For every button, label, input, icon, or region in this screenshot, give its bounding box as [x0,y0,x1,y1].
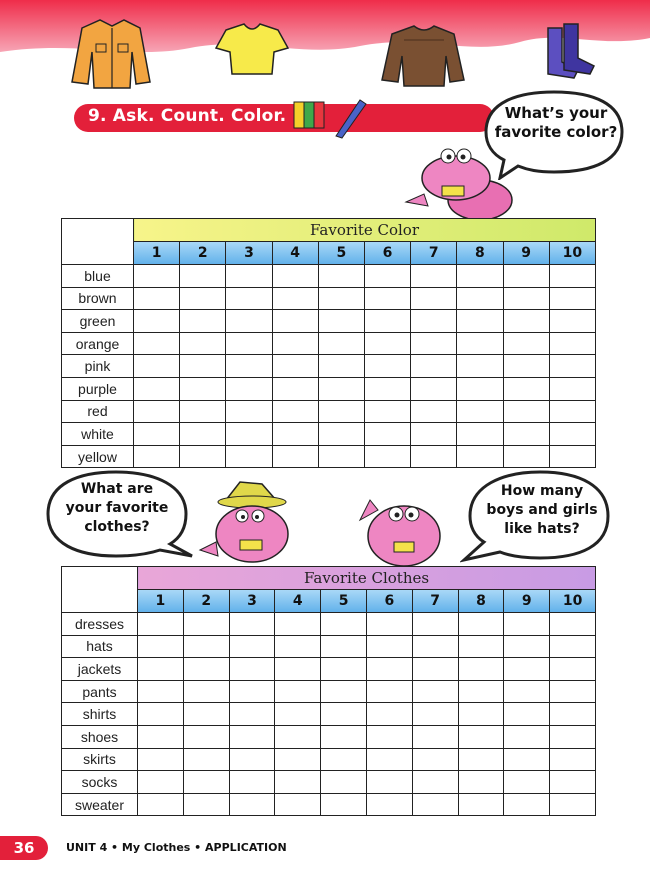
tally-cell[interactable] [504,725,550,748]
table-row [62,793,596,816]
bubble-right-line: like hats? [504,521,580,537]
tally-cell[interactable] [134,332,180,355]
tally-cell[interactable] [226,287,272,310]
tally-cell[interactable] [318,332,364,355]
tally-cell[interactable] [318,377,364,400]
tally-cell[interactable] [458,793,504,816]
tally-cell[interactable] [550,635,596,658]
table-row [62,658,596,681]
tally-cell[interactable] [272,400,318,423]
tally-cell[interactable] [457,423,503,446]
tally-cell[interactable] [226,400,272,423]
tally-cell[interactable] [458,725,504,748]
table-row [62,423,596,446]
tally-cell[interactable] [138,793,184,816]
tally-cell[interactable] [458,658,504,681]
tally-cell[interactable] [457,355,503,378]
row-label: skirts [62,748,138,771]
tally-cell[interactable] [272,332,318,355]
tally-cell[interactable] [138,725,184,748]
table-corner [62,219,134,265]
tally-cell[interactable] [275,771,321,794]
table-corner [62,567,138,613]
tally-cell[interactable] [411,400,457,423]
bubble-left-line: your favorite [65,500,169,516]
bubble-right-line: boys and girls [486,502,598,518]
bubble-left-line: clothes? [84,519,150,535]
tally-cell[interactable] [183,703,229,726]
tally-cell[interactable] [134,310,180,333]
tally-cell[interactable] [504,658,550,681]
tally-cell[interactable] [272,377,318,400]
column-number: 2 [183,590,229,613]
tally-cell[interactable] [364,445,410,468]
tally-cell[interactable] [457,400,503,423]
tally-cell[interactable] [272,423,318,446]
tally-cell[interactable] [180,445,226,468]
tally-cell[interactable] [550,703,596,726]
tally-cell[interactable] [503,377,549,400]
tally-cell[interactable] [134,265,180,288]
tally-cell[interactable] [275,680,321,703]
table-row [62,377,596,400]
row-label: shoes [62,725,138,748]
tally-cell[interactable] [272,310,318,333]
tally-cell[interactable] [549,377,595,400]
row-label: red [62,400,134,423]
tally-cell[interactable] [226,423,272,446]
tally-cell[interactable] [364,265,410,288]
tally-cell[interactable] [229,658,275,681]
column-number: 6 [366,590,412,613]
tally-cell[interactable] [226,445,272,468]
column-number: 1 [138,590,184,613]
tally-cell[interactable] [138,635,184,658]
tally-cell[interactable] [183,771,229,794]
clothes-illustrations [0,0,650,100]
tally-cell[interactable] [229,613,275,636]
tally-cell[interactable] [183,635,229,658]
column-number: 9 [503,242,549,265]
row-label: brown [62,287,134,310]
tally-cell[interactable] [226,377,272,400]
tally-cell[interactable] [318,310,364,333]
tally-cell[interactable] [503,265,549,288]
tally-cell[interactable] [275,748,321,771]
tally-cell[interactable] [503,423,549,446]
tally-cell[interactable] [503,310,549,333]
color-rows [62,265,596,468]
tally-cell[interactable] [504,680,550,703]
tally-cell[interactable] [457,445,503,468]
tally-cell[interactable] [412,658,458,681]
tally-cell[interactable] [180,287,226,310]
tally-cell[interactable] [226,310,272,333]
column-number: 5 [318,242,364,265]
tally-cell[interactable] [457,332,503,355]
tally-cell[interactable] [366,658,412,681]
tally-cell[interactable] [549,445,595,468]
tally-cell[interactable] [275,635,321,658]
tally-cell[interactable] [504,748,550,771]
tally-cell[interactable] [457,377,503,400]
tally-cell[interactable] [321,635,367,658]
tally-cell[interactable] [550,748,596,771]
tally-cell[interactable] [411,445,457,468]
tally-cell[interactable] [134,423,180,446]
tally-cell[interactable] [180,400,226,423]
tally-cell[interactable] [458,613,504,636]
tally-cell[interactable] [550,771,596,794]
tally-cell[interactable] [364,400,410,423]
tally-cell[interactable] [549,310,595,333]
column-number: 5 [321,590,367,613]
tally-cell[interactable] [503,332,549,355]
tally-cell[interactable] [183,658,229,681]
tally-cell[interactable] [318,287,364,310]
tally-cell[interactable] [503,287,549,310]
column-number: 10 [550,590,596,613]
tally-cell[interactable] [504,771,550,794]
activity-title: 9. Ask. Count. Color. [88,106,287,126]
tally-cell[interactable] [275,658,321,681]
tally-cell[interactable] [412,725,458,748]
bubble-left-text [56,480,178,537]
jacket-icon [72,20,150,88]
tally-cell[interactable] [226,332,272,355]
tally-cell[interactable] [321,748,367,771]
tally-cell[interactable] [550,793,596,816]
tally-cell[interactable] [138,680,184,703]
tally-cell[interactable] [458,680,504,703]
tally-cell[interactable] [458,703,504,726]
table-row [62,265,596,288]
tally-cell[interactable] [272,355,318,378]
tally-cell[interactable] [229,748,275,771]
tally-cell[interactable] [549,423,595,446]
tally-cell[interactable] [504,793,550,816]
column-number: 10 [549,242,595,265]
column-number: 4 [275,590,321,613]
tally-cell[interactable] [412,635,458,658]
tally-cell[interactable] [138,658,184,681]
row-label: jackets [62,658,138,681]
bubble-left-line: What are [80,481,154,497]
row-label: blue [62,265,134,288]
tally-cell[interactable] [138,703,184,726]
tally-cell[interactable] [229,635,275,658]
tally-cell[interactable] [318,400,364,423]
sweater-icon [382,26,464,86]
tally-cell[interactable] [272,445,318,468]
tally-cell[interactable] [411,377,457,400]
tally-cell[interactable] [134,355,180,378]
tally-cell[interactable] [321,725,367,748]
socks-icon [548,24,594,78]
crayons-icon [290,96,370,140]
tally-cell[interactable] [321,658,367,681]
tally-cell[interactable] [411,423,457,446]
tally-cell[interactable] [275,703,321,726]
table-row [62,287,596,310]
column-number: 6 [364,242,410,265]
row-label: yellow [62,445,134,468]
tally-cell[interactable] [318,355,364,378]
table-row [62,400,596,423]
favorite-clothes-title: Favorite Clothes [138,567,596,590]
tally-cell[interactable] [321,613,367,636]
tally-cell[interactable] [412,771,458,794]
row-label: dresses [62,613,138,636]
tally-cell[interactable] [411,265,457,288]
tally-cell[interactable] [458,748,504,771]
table-row [62,613,596,636]
tally-cell[interactable] [366,635,412,658]
tally-cell[interactable] [229,725,275,748]
tally-cell[interactable] [366,613,412,636]
bubble-right-text [478,482,606,539]
tally-cell[interactable] [366,771,412,794]
tally-cell[interactable] [503,445,549,468]
tally-cell[interactable] [183,680,229,703]
row-label: sweater [62,793,138,816]
page-number: 36 [0,836,48,860]
tally-cell[interactable] [272,265,318,288]
column-number: 8 [458,590,504,613]
tally-cell[interactable] [180,355,226,378]
row-label: pants [62,680,138,703]
tally-cell[interactable] [550,680,596,703]
bubble-right-line: How many [500,483,584,499]
tally-cell[interactable] [412,793,458,816]
tally-cell[interactable] [318,265,364,288]
tally-cell[interactable] [321,793,367,816]
tally-cell[interactable] [458,771,504,794]
bubble-top-text [494,104,618,142]
tally-cell[interactable] [549,265,595,288]
tally-cell[interactable] [412,680,458,703]
tally-cell[interactable] [412,748,458,771]
tally-cell[interactable] [180,423,226,446]
tally-cell[interactable] [411,355,457,378]
tally-cell[interactable] [549,400,595,423]
tally-cell[interactable] [138,748,184,771]
table-row [62,703,596,726]
column-number: 9 [504,590,550,613]
tally-cell[interactable] [457,287,503,310]
tally-cell[interactable] [411,287,457,310]
bubble-top-line: What’s your [504,104,608,122]
tally-cell[interactable] [226,355,272,378]
tally-cell[interactable] [366,680,412,703]
tally-cell[interactable] [180,332,226,355]
column-number: 2 [180,242,226,265]
footer-text: UNIT 4 • My Clothes • APPLICATION [66,841,287,854]
favorite-color-table [61,218,596,468]
tally-cell[interactable] [229,703,275,726]
favorite-color-title: Favorite Color [134,219,596,242]
tally-cell[interactable] [411,332,457,355]
tally-cell[interactable] [180,265,226,288]
tshirt-icon [216,24,288,74]
tally-cell[interactable] [364,287,410,310]
tally-cell[interactable] [549,287,595,310]
table-row [62,445,596,468]
tally-cell[interactable] [364,355,410,378]
tally-cell[interactable] [134,400,180,423]
tally-cell[interactable] [364,377,410,400]
column-number: 7 [411,242,457,265]
table-row [62,725,596,748]
tally-cell[interactable] [503,355,549,378]
tally-cell[interactable] [275,725,321,748]
bubble-top-line: favorite color? [494,123,618,141]
tally-cell[interactable] [504,703,550,726]
tally-cell[interactable] [503,400,549,423]
tally-cell[interactable] [550,725,596,748]
table-row [62,310,596,333]
tally-cell[interactable] [366,725,412,748]
tally-cell[interactable] [366,793,412,816]
tally-cell[interactable] [366,748,412,771]
tally-cell[interactable] [226,265,272,288]
favorite-clothes-table [61,566,596,816]
tally-cell[interactable] [321,771,367,794]
column-number: 3 [226,242,272,265]
tally-cell[interactable] [457,265,503,288]
tally-cell[interactable] [504,613,550,636]
tally-cell[interactable] [458,635,504,658]
row-label: shirts [62,703,138,726]
tally-cell[interactable] [229,793,275,816]
column-number: 7 [412,590,458,613]
tally-cell[interactable] [229,680,275,703]
tally-cell[interactable] [550,613,596,636]
row-label: hats [62,635,138,658]
table-row [62,748,596,771]
hippo-thinking-icon [346,480,458,574]
tally-cell[interactable] [457,310,503,333]
tally-cell[interactable] [321,703,367,726]
row-label: socks [62,771,138,794]
column-number: 4 [272,242,318,265]
tally-cell[interactable] [550,658,596,681]
hippo-top-icon [398,140,518,220]
tally-cell[interactable] [138,771,184,794]
tally-cell[interactable] [412,703,458,726]
tally-cell[interactable] [134,377,180,400]
table-row [62,332,596,355]
row-label: orange [62,332,134,355]
tally-cell[interactable] [364,310,410,333]
table-row [62,771,596,794]
tally-cell[interactable] [180,310,226,333]
tally-cell[interactable] [183,613,229,636]
table-row [62,355,596,378]
tally-cell[interactable] [138,613,184,636]
table-row [62,635,596,658]
column-number: 3 [229,590,275,613]
tally-cell[interactable] [318,445,364,468]
tally-cell[interactable] [183,748,229,771]
tally-cell[interactable] [412,613,458,636]
tally-cell[interactable] [364,423,410,446]
tally-cell[interactable] [366,703,412,726]
tally-cell[interactable] [321,680,367,703]
table-row [62,680,596,703]
tally-cell[interactable] [134,287,180,310]
tally-cell[interactable] [134,445,180,468]
hippo-hat-icon [196,474,308,570]
clothes-rows [62,613,596,816]
tally-cell[interactable] [364,332,410,355]
tally-cell[interactable] [275,613,321,636]
tally-cell[interactable] [318,423,364,446]
tally-cell[interactable] [549,355,595,378]
tally-cell[interactable] [183,793,229,816]
tally-cell[interactable] [275,793,321,816]
row-label: green [62,310,134,333]
tally-cell[interactable] [229,771,275,794]
tally-cell[interactable] [183,725,229,748]
row-label: white [62,423,134,446]
tally-cell[interactable] [411,310,457,333]
tally-cell[interactable] [504,635,550,658]
tally-cell[interactable] [272,287,318,310]
column-number: 1 [134,242,180,265]
row-label: pink [62,355,134,378]
tally-cell[interactable] [180,377,226,400]
tally-cell[interactable] [549,332,595,355]
column-number: 8 [457,242,503,265]
row-label: purple [62,377,134,400]
